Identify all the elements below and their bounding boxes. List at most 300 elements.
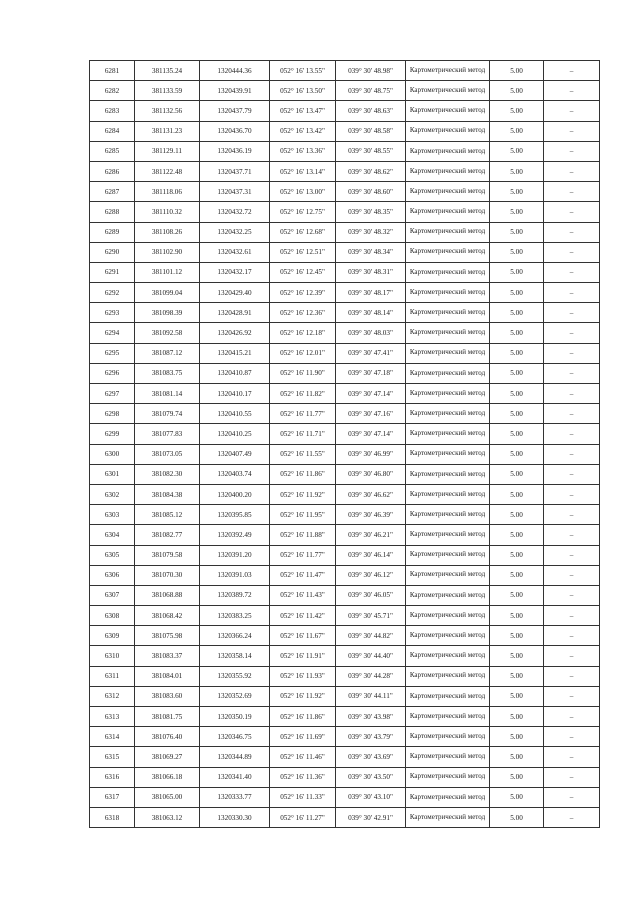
table-row: [90, 565, 600, 585]
accuracy-cell: 5.00: [490, 384, 544, 404]
accuracy-cell: 5.00: [490, 424, 544, 444]
longitude-cell: 039° 30' 44.28": [336, 666, 406, 686]
x-coordinate-cell: 381131.23: [135, 121, 200, 141]
longitude-cell: 039° 30' 48.35": [336, 202, 406, 222]
longitude-cell: 039° 30' 44.82": [336, 626, 406, 646]
table-row: [90, 323, 600, 343]
accuracy-cell: 5.00: [490, 141, 544, 161]
latitude-cell: 052° 16' 11.36": [270, 767, 336, 787]
method-cell: Картометрический метод: [406, 464, 490, 484]
y-coordinate-cell: 1320428.91: [200, 303, 270, 323]
latitude-cell: 052° 16' 13.14": [270, 161, 336, 181]
point-number-cell: 6295: [90, 343, 135, 363]
method-cell: Картометрический метод: [406, 343, 490, 363]
method-cell: Картометрический метод: [406, 767, 490, 787]
method-cell: Картометрический метод: [406, 626, 490, 646]
accuracy-cell: 5.00: [490, 161, 544, 181]
longitude-cell: 039° 30' 48.98": [336, 61, 406, 81]
method-cell: Картометрический метод: [406, 121, 490, 141]
table-row: [90, 202, 600, 222]
x-coordinate-cell: 381082.30: [135, 464, 200, 484]
longitude-cell: 039° 30' 48.62": [336, 161, 406, 181]
accuracy-cell: 5.00: [490, 404, 544, 424]
method-cell: Картометрический метод: [406, 646, 490, 666]
accuracy-cell: 5.00: [490, 787, 544, 807]
x-coordinate-cell: 381079.74: [135, 404, 200, 424]
point-number-cell: 6307: [90, 585, 135, 605]
point-number-cell: 6296: [90, 363, 135, 383]
latitude-cell: 052° 16' 11.77": [270, 545, 336, 565]
method-cell: Картометрический метод: [406, 363, 490, 383]
x-coordinate-cell: 381073.05: [135, 444, 200, 464]
method-cell: Картометрический метод: [406, 525, 490, 545]
y-coordinate-cell: 1320429.40: [200, 283, 270, 303]
accuracy-cell: 5.00: [490, 686, 544, 706]
accuracy-cell: 5.00: [490, 343, 544, 363]
point-number-cell: 6284: [90, 121, 135, 141]
note-cell: –: [544, 283, 600, 303]
latitude-cell: 052° 16' 11.88": [270, 525, 336, 545]
longitude-cell: 039° 30' 48.32": [336, 222, 406, 242]
point-number-cell: 6283: [90, 101, 135, 121]
accuracy-cell: 5.00: [490, 222, 544, 242]
y-coordinate-cell: 1320344.89: [200, 747, 270, 767]
table-row: [90, 182, 600, 202]
note-cell: –: [544, 686, 600, 706]
x-coordinate-cell: 381069.27: [135, 747, 200, 767]
note-cell: –: [544, 484, 600, 504]
method-cell: Картометрический метод: [406, 283, 490, 303]
method-cell: Картометрический метод: [406, 484, 490, 504]
y-coordinate-cell: 1320439.91: [200, 81, 270, 101]
y-coordinate-cell: 1320410.55: [200, 404, 270, 424]
x-coordinate-cell: 381087.12: [135, 343, 200, 363]
point-number-cell: 6289: [90, 222, 135, 242]
accuracy-cell: 5.00: [490, 767, 544, 787]
table-row: [90, 747, 600, 767]
note-cell: –: [544, 121, 600, 141]
x-coordinate-cell: 381068.42: [135, 606, 200, 626]
table-row: [90, 787, 600, 807]
x-coordinate-cell: 381129.11: [135, 141, 200, 161]
latitude-cell: 052° 16' 11.82": [270, 384, 336, 404]
method-cell: Картометрический метод: [406, 666, 490, 686]
x-coordinate-cell: 381133.59: [135, 81, 200, 101]
method-cell: Картометрический метод: [406, 141, 490, 161]
longitude-cell: 039° 30' 48.34": [336, 242, 406, 262]
latitude-cell: 052° 16' 11.92": [270, 686, 336, 706]
y-coordinate-cell: 1320426.92: [200, 323, 270, 343]
table-row: [90, 81, 600, 101]
accuracy-cell: 5.00: [490, 747, 544, 767]
x-coordinate-cell: 381135.24: [135, 61, 200, 81]
longitude-cell: 039° 30' 46.62": [336, 484, 406, 504]
latitude-cell: 052° 16' 13.50": [270, 81, 336, 101]
method-cell: Картометрический метод: [406, 807, 490, 827]
note-cell: –: [544, 242, 600, 262]
table-row: [90, 505, 600, 525]
longitude-cell: 039° 30' 47.14": [336, 384, 406, 404]
longitude-cell: 039° 30' 46.12": [336, 565, 406, 585]
x-coordinate-cell: 381110.32: [135, 202, 200, 222]
point-number-cell: 6318: [90, 807, 135, 827]
x-coordinate-cell: 381083.75: [135, 363, 200, 383]
method-cell: Картометрический метод: [406, 202, 490, 222]
x-coordinate-cell: 381083.60: [135, 686, 200, 706]
longitude-cell: 039° 30' 47.41": [336, 343, 406, 363]
point-number-cell: 6317: [90, 787, 135, 807]
x-coordinate-cell: 381068.88: [135, 585, 200, 605]
latitude-cell: 052° 16' 11.86": [270, 464, 336, 484]
table-row: [90, 444, 600, 464]
note-cell: –: [544, 81, 600, 101]
longitude-cell: 039° 30' 48.17": [336, 283, 406, 303]
y-coordinate-cell: 1320415.21: [200, 343, 270, 363]
table-row: [90, 121, 600, 141]
latitude-cell: 052° 16' 11.33": [270, 787, 336, 807]
latitude-cell: 052° 16' 12.18": [270, 323, 336, 343]
point-number-cell: 6297: [90, 384, 135, 404]
accuracy-cell: 5.00: [490, 101, 544, 121]
table-row: [90, 464, 600, 484]
y-coordinate-cell: 1320358.14: [200, 646, 270, 666]
y-coordinate-cell: 1320391.03: [200, 565, 270, 585]
y-coordinate-cell: 1320392.49: [200, 525, 270, 545]
point-number-cell: 6282: [90, 81, 135, 101]
y-coordinate-cell: 1320330.30: [200, 807, 270, 827]
x-coordinate-cell: 381118.06: [135, 182, 200, 202]
accuracy-cell: 5.00: [490, 81, 544, 101]
accuracy-cell: 5.00: [490, 323, 544, 343]
x-coordinate-cell: 381079.58: [135, 545, 200, 565]
table-row: [90, 767, 600, 787]
note-cell: –: [544, 343, 600, 363]
latitude-cell: 052° 16' 11.69": [270, 727, 336, 747]
note-cell: –: [544, 363, 600, 383]
method-cell: Картометрический метод: [406, 727, 490, 747]
accuracy-cell: 5.00: [490, 303, 544, 323]
y-coordinate-cell: 1320436.19: [200, 141, 270, 161]
latitude-cell: 052° 16' 11.43": [270, 585, 336, 605]
y-coordinate-cell: 1320410.25: [200, 424, 270, 444]
latitude-cell: 052° 16' 11.71": [270, 424, 336, 444]
method-cell: Картометрический метод: [406, 323, 490, 343]
latitude-cell: 052° 16' 12.36": [270, 303, 336, 323]
y-coordinate-cell: 1320437.31: [200, 182, 270, 202]
note-cell: –: [544, 606, 600, 626]
longitude-cell: 039° 30' 44.11": [336, 686, 406, 706]
x-coordinate-cell: 381066.18: [135, 767, 200, 787]
method-cell: Картометрический метод: [406, 424, 490, 444]
method-cell: Картометрический метод: [406, 707, 490, 727]
table-row: [90, 101, 600, 121]
latitude-cell: 052° 16' 12.51": [270, 242, 336, 262]
accuracy-cell: 5.00: [490, 545, 544, 565]
latitude-cell: 052° 16' 11.47": [270, 565, 336, 585]
latitude-cell: 052° 16' 12.01": [270, 343, 336, 363]
accuracy-cell: 5.00: [490, 61, 544, 81]
point-number-cell: 6293: [90, 303, 135, 323]
note-cell: –: [544, 545, 600, 565]
point-number-cell: 6287: [90, 182, 135, 202]
y-coordinate-cell: 1320395.85: [200, 505, 270, 525]
latitude-cell: 052° 16' 12.39": [270, 283, 336, 303]
x-coordinate-cell: 381082.77: [135, 525, 200, 545]
note-cell: –: [544, 222, 600, 242]
table-row: [90, 686, 600, 706]
latitude-cell: 052° 16' 13.42": [270, 121, 336, 141]
point-number-cell: 6312: [90, 686, 135, 706]
longitude-cell: 039° 30' 48.63": [336, 101, 406, 121]
point-number-cell: 6309: [90, 626, 135, 646]
y-coordinate-cell: 1320383.25: [200, 606, 270, 626]
x-coordinate-cell: 381132.56: [135, 101, 200, 121]
latitude-cell: 052° 16' 11.86": [270, 707, 336, 727]
accuracy-cell: 5.00: [490, 505, 544, 525]
method-cell: Картометрический метод: [406, 444, 490, 464]
longitude-cell: 039° 30' 45.71": [336, 606, 406, 626]
table-row: [90, 61, 600, 81]
point-number-cell: 6286: [90, 161, 135, 181]
accuracy-cell: 5.00: [490, 646, 544, 666]
method-cell: Картометрический метод: [406, 81, 490, 101]
method-cell: Картометрический метод: [406, 787, 490, 807]
note-cell: –: [544, 807, 600, 827]
method-cell: Картометрический метод: [406, 242, 490, 262]
accuracy-cell: 5.00: [490, 262, 544, 282]
longitude-cell: 039° 30' 47.14": [336, 424, 406, 444]
y-coordinate-cell: 1320355.92: [200, 666, 270, 686]
point-number-cell: 6292: [90, 283, 135, 303]
point-number-cell: 6315: [90, 747, 135, 767]
point-number-cell: 6288: [90, 202, 135, 222]
longitude-cell: 039° 30' 42.91": [336, 807, 406, 827]
table-row: [90, 606, 600, 626]
y-coordinate-cell: 1320410.87: [200, 363, 270, 383]
longitude-cell: 039° 30' 46.14": [336, 545, 406, 565]
method-cell: Картометрический метод: [406, 404, 490, 424]
point-number-cell: 6285: [90, 141, 135, 161]
note-cell: –: [544, 525, 600, 545]
x-coordinate-cell: 381076.40: [135, 727, 200, 747]
point-number-cell: 6294: [90, 323, 135, 343]
longitude-cell: 039° 30' 48.31": [336, 262, 406, 282]
note-cell: –: [544, 626, 600, 646]
longitude-cell: 039° 30' 47.18": [336, 363, 406, 383]
y-coordinate-cell: 1320437.79: [200, 101, 270, 121]
accuracy-cell: 5.00: [490, 606, 544, 626]
table-row: [90, 141, 600, 161]
x-coordinate-cell: 381102.90: [135, 242, 200, 262]
note-cell: –: [544, 424, 600, 444]
longitude-cell: 039° 30' 43.50": [336, 767, 406, 787]
table-row: [90, 484, 600, 504]
table-row: [90, 585, 600, 605]
x-coordinate-cell: 381081.14: [135, 384, 200, 404]
accuracy-cell: 5.00: [490, 464, 544, 484]
y-coordinate-cell: 1320437.71: [200, 161, 270, 181]
y-coordinate-cell: 1320352.69: [200, 686, 270, 706]
note-cell: –: [544, 707, 600, 727]
longitude-cell: 039° 30' 43.98": [336, 707, 406, 727]
y-coordinate-cell: 1320366.24: [200, 626, 270, 646]
table-row: [90, 525, 600, 545]
method-cell: Картометрический метод: [406, 686, 490, 706]
accuracy-cell: 5.00: [490, 202, 544, 222]
method-cell: Картометрический метод: [406, 101, 490, 121]
x-coordinate-cell: 381081.75: [135, 707, 200, 727]
method-cell: Картометрический метод: [406, 384, 490, 404]
method-cell: Картометрический метод: [406, 747, 490, 767]
note-cell: –: [544, 464, 600, 484]
method-cell: Картометрический метод: [406, 222, 490, 242]
note-cell: –: [544, 202, 600, 222]
accuracy-cell: 5.00: [490, 727, 544, 747]
accuracy-cell: 5.00: [490, 565, 544, 585]
latitude-cell: 052° 16' 11.77": [270, 404, 336, 424]
latitude-cell: 052° 16' 13.36": [270, 141, 336, 161]
latitude-cell: 052° 16' 11.42": [270, 606, 336, 626]
method-cell: Картометрический метод: [406, 182, 490, 202]
y-coordinate-cell: 1320341.40: [200, 767, 270, 787]
latitude-cell: 052° 16' 11.55": [270, 444, 336, 464]
table-row: [90, 363, 600, 383]
x-coordinate-cell: 381077.83: [135, 424, 200, 444]
latitude-cell: 052° 16' 11.90": [270, 363, 336, 383]
accuracy-cell: 5.00: [490, 182, 544, 202]
note-cell: –: [544, 646, 600, 666]
accuracy-cell: 5.00: [490, 807, 544, 827]
longitude-cell: 039° 30' 43.79": [336, 727, 406, 747]
note-cell: –: [544, 727, 600, 747]
method-cell: Картометрический метод: [406, 565, 490, 585]
note-cell: –: [544, 182, 600, 202]
longitude-cell: 039° 30' 46.21": [336, 525, 406, 545]
table-row: [90, 626, 600, 646]
point-number-cell: 6313: [90, 707, 135, 727]
table-row: [90, 222, 600, 242]
longitude-cell: 039° 30' 47.16": [336, 404, 406, 424]
longitude-cell: 039° 30' 48.14": [336, 303, 406, 323]
table-row: [90, 242, 600, 262]
point-number-cell: 6304: [90, 525, 135, 545]
y-coordinate-cell: 1320333.77: [200, 787, 270, 807]
coordinates-table: [89, 60, 600, 828]
note-cell: –: [544, 384, 600, 404]
latitude-cell: 052° 16' 13.00": [270, 182, 336, 202]
accuracy-cell: 5.00: [490, 121, 544, 141]
longitude-cell: 039° 30' 48.55": [336, 141, 406, 161]
accuracy-cell: 5.00: [490, 283, 544, 303]
note-cell: –: [544, 404, 600, 424]
accuracy-cell: 5.00: [490, 525, 544, 545]
note-cell: –: [544, 565, 600, 585]
x-coordinate-cell: 381099.04: [135, 283, 200, 303]
point-number-cell: 6316: [90, 767, 135, 787]
point-number-cell: 6305: [90, 545, 135, 565]
accuracy-cell: 5.00: [490, 242, 544, 262]
table-row: [90, 262, 600, 282]
point-number-cell: 6299: [90, 424, 135, 444]
y-coordinate-cell: 1320389.72: [200, 585, 270, 605]
method-cell: Картометрический метод: [406, 262, 490, 282]
y-coordinate-cell: 1320432.17: [200, 262, 270, 282]
table-row: [90, 161, 600, 181]
accuracy-cell: 5.00: [490, 363, 544, 383]
longitude-cell: 039° 30' 46.39": [336, 505, 406, 525]
method-cell: Картометрический метод: [406, 585, 490, 605]
x-coordinate-cell: 381098.39: [135, 303, 200, 323]
longitude-cell: 039° 30' 46.05": [336, 585, 406, 605]
y-coordinate-cell: 1320410.17: [200, 384, 270, 404]
method-cell: Картометрический метод: [406, 505, 490, 525]
x-coordinate-cell: 381084.01: [135, 666, 200, 686]
latitude-cell: 052° 16' 12.75": [270, 202, 336, 222]
method-cell: Картометрический метод: [406, 161, 490, 181]
point-number-cell: 6311: [90, 666, 135, 686]
accuracy-cell: 5.00: [490, 626, 544, 646]
note-cell: –: [544, 444, 600, 464]
latitude-cell: 052° 16' 11.93": [270, 666, 336, 686]
note-cell: –: [544, 505, 600, 525]
latitude-cell: 052° 16' 12.45": [270, 262, 336, 282]
point-number-cell: 6298: [90, 404, 135, 424]
table-body: [90, 61, 600, 828]
note-cell: –: [544, 141, 600, 161]
point-number-cell: 6300: [90, 444, 135, 464]
longitude-cell: 039° 30' 48.75": [336, 81, 406, 101]
point-number-cell: 6303: [90, 505, 135, 525]
table-row: [90, 807, 600, 827]
x-coordinate-cell: 381063.12: [135, 807, 200, 827]
x-coordinate-cell: 381084.38: [135, 484, 200, 504]
latitude-cell: 052° 16' 13.47": [270, 101, 336, 121]
latitude-cell: 052° 16' 11.92": [270, 484, 336, 504]
longitude-cell: 039° 30' 43.69": [336, 747, 406, 767]
point-number-cell: 6281: [90, 61, 135, 81]
y-coordinate-cell: 1320407.49: [200, 444, 270, 464]
x-coordinate-cell: 381070.30: [135, 565, 200, 585]
y-coordinate-cell: 1320350.19: [200, 707, 270, 727]
x-coordinate-cell: 381108.26: [135, 222, 200, 242]
y-coordinate-cell: 1320400.20: [200, 484, 270, 504]
longitude-cell: 039° 30' 43.10": [336, 787, 406, 807]
x-coordinate-cell: 381101.12: [135, 262, 200, 282]
y-coordinate-cell: 1320432.72: [200, 202, 270, 222]
note-cell: –: [544, 101, 600, 121]
method-cell: Картометрический метод: [406, 303, 490, 323]
table-row: [90, 303, 600, 323]
accuracy-cell: 5.00: [490, 707, 544, 727]
table-row: [90, 727, 600, 747]
point-number-cell: 6302: [90, 484, 135, 504]
note-cell: –: [544, 262, 600, 282]
longitude-cell: 039° 30' 46.80": [336, 464, 406, 484]
note-cell: –: [544, 666, 600, 686]
latitude-cell: 052° 16' 13.55": [270, 61, 336, 81]
latitude-cell: 052° 16' 12.68": [270, 222, 336, 242]
method-cell: Картометрический метод: [406, 61, 490, 81]
accuracy-cell: 5.00: [490, 585, 544, 605]
x-coordinate-cell: 381065.00: [135, 787, 200, 807]
table-row: [90, 666, 600, 686]
note-cell: –: [544, 585, 600, 605]
note-cell: –: [544, 767, 600, 787]
table-row: [90, 646, 600, 666]
point-number-cell: 6290: [90, 242, 135, 262]
y-coordinate-cell: 1320391.20: [200, 545, 270, 565]
x-coordinate-cell: 381122.48: [135, 161, 200, 181]
